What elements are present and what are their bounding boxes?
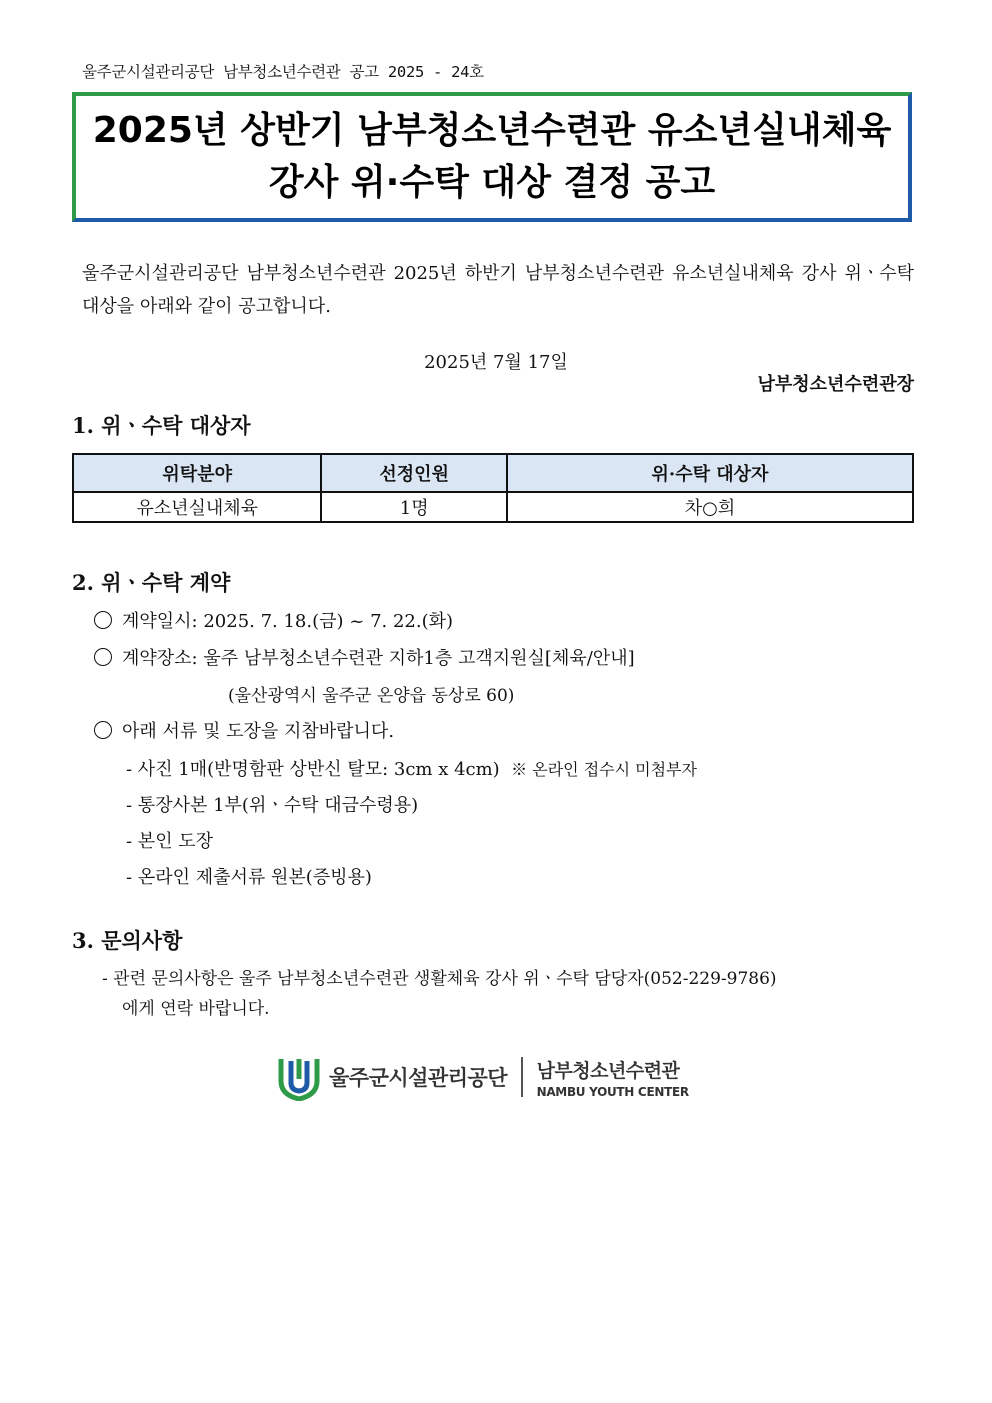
table-row bbox=[73, 492, 913, 522]
inquiry-line1: - 관련 문의사항은 울주 남부청소년수련관 생활체육 강사 위ㆍ수탁 담당자(052-229-9786) bbox=[102, 969, 777, 989]
contract-place-item bbox=[94, 644, 635, 670]
doc-photo: - 사진 1매(반명함판 상반신 탈모: 3cm x 4cm) bbox=[126, 759, 500, 780]
footer-logo bbox=[277, 1052, 689, 1102]
logo-divider bbox=[521, 1057, 523, 1097]
intro-paragraph: 울주군시설관리공단 남부청소년수련관 2025년 하반기 남부청소년수련관 유소년실내체육 강사 위ㆍ수탁 대상을 아래와 같이 공고합니다. bbox=[82, 263, 914, 317]
col-header-person: 위·수탁 대상자 bbox=[507, 454, 913, 492]
signer: 남부청소년수련관장 bbox=[757, 374, 914, 395]
documents-intro: 아래 서류 및 도장을 지참바랍니다. bbox=[122, 721, 395, 742]
contract-date-item bbox=[94, 607, 453, 633]
circle-bullet-icon bbox=[94, 611, 112, 629]
organization-emblem-icon bbox=[277, 1053, 321, 1101]
circle-bullet-icon bbox=[94, 721, 112, 739]
title-box bbox=[72, 92, 912, 222]
page-title-line1: 2025년 상반기 남부청소년수련관 유소년실내체육 bbox=[92, 110, 892, 151]
section1-heading: 1. 위ㆍ수탁 대상자 bbox=[72, 413, 251, 438]
org-name: 울주군시설관리공단 bbox=[329, 1066, 508, 1090]
contract-place: 계약장소: 울주 남부청소년수련관 지하1층 고객지원실[체육/안내] bbox=[122, 648, 635, 669]
selection-table bbox=[72, 453, 914, 523]
col-header-count: 선정인원 bbox=[321, 454, 507, 492]
inquiry-line2: 에게 연락 바랍니다. bbox=[122, 999, 270, 1019]
page-title-line2: 강사 위·수탁 대상 결정 공고 bbox=[268, 162, 716, 203]
notice-number: 울주군시설관리공단 남부청소년수련관 공고 2025 - 24호 bbox=[82, 63, 484, 81]
notice-date: 2025년 7월 17일 bbox=[424, 352, 568, 373]
contract-address: (울산광역시 울주군 온양읍 동상로 60) bbox=[228, 686, 515, 706]
col-header-field: 위탁분야 bbox=[73, 454, 321, 492]
doc-item-photo bbox=[126, 755, 697, 781]
center-name bbox=[537, 1056, 689, 1099]
cell-field: 유소년실내체육 bbox=[73, 492, 321, 522]
doc-seal: - 본인 도장 bbox=[126, 831, 214, 852]
doc-originals: - 온라인 제출서류 원본(증빙용) bbox=[126, 867, 372, 888]
center-name-en: NAMBU YOUTH CENTER bbox=[536, 1084, 689, 1099]
doc-bankbook: - 통장사본 1부(위ㆍ수탁 대금수령용) bbox=[126, 795, 419, 816]
table-header-row bbox=[73, 454, 913, 492]
contract-date: 계약일시: 2025. 7. 18.(금) ~ 7. 22.(화) bbox=[122, 611, 454, 632]
cell-count: 1명 bbox=[321, 492, 507, 522]
section2-heading: 2. 위ㆍ수탁 계약 bbox=[72, 570, 231, 595]
center-name-ko: 남부청소년수련관 bbox=[536, 1059, 680, 1082]
circle-bullet-icon bbox=[94, 648, 112, 666]
doc-photo-note: ※ 온라인 접수시 미첨부자 bbox=[511, 760, 697, 779]
section3-heading: 3. 문의사항 bbox=[72, 928, 183, 953]
documents-intro-item bbox=[94, 717, 394, 743]
cell-person: 차○희 bbox=[507, 492, 913, 522]
